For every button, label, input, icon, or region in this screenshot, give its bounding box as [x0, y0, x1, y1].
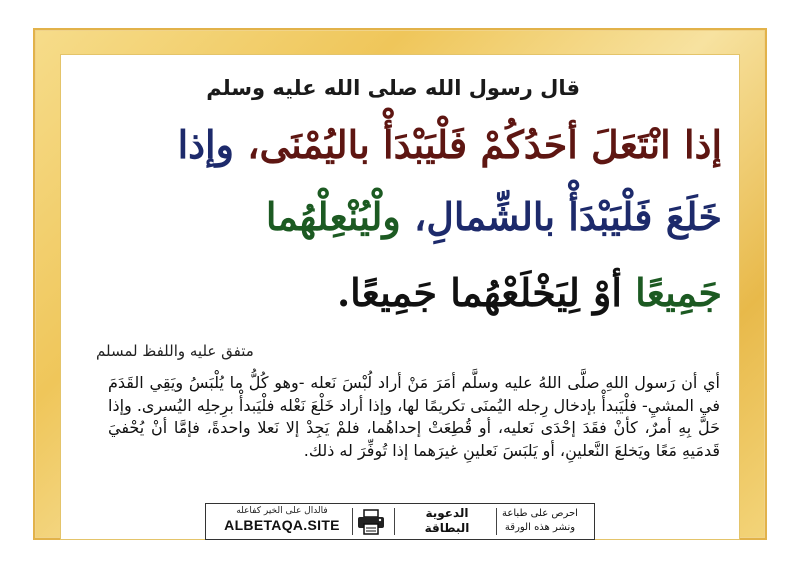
hadith-line-1-blue-text: وإذا — [177, 122, 234, 167]
footer-note: فالدال على الخير كفاعله — [236, 506, 328, 516]
footer-print-line-1: احرص على طباعة — [502, 508, 578, 519]
footer-print-call — [492, 507, 588, 535]
footer-print-line-2: ونشر هذه الورقة — [504, 522, 576, 533]
hadith-source: متفق عليه واللفظ لمسلم — [96, 342, 254, 360]
hadith-line-3 — [78, 270, 722, 315]
hadith-line-2-blue-text: خَلَعَ فَلْيَبْدَأْ بالشِّمالِ، — [414, 194, 722, 239]
logo-text-top: الدعوية — [425, 506, 469, 520]
footer-divider — [394, 508, 395, 535]
hadith-line-2-green-text: ولْيُنْعِلْهُما — [265, 194, 401, 239]
hadith-line-3-black-text: أوْ لِيَخْلَعْهُما جَمِيعًا. — [336, 270, 622, 315]
albetaqa-logo — [402, 506, 492, 537]
hadith-line-1-red-text: إذا انْتَعَلَ أحَدُكُمْ فَلْيَبْدَأْ باليُمْنَى، — [247, 122, 722, 167]
hadith-explanation: أي أن رَسول اللهِ صلَّى اللهُ عليه وسلَّم أمَرَ مَنْ أراد لُبْسَ نَعله -وهو كُلُّ ما يُلْبَسُ ويَقِي القَدَمَ في المشيِ- فلْيَبدأْ بإدخال رِجله اليُمنَى تكريمًا لها، وإذا أراد خَلْعَ نَعْله فلْيَبدأْ برِجلِه اليُسرى. وإذا حَلَّ بِهِ أمرٌ، كأنْ فقَدَ إحْدَى نَعليه، أو قُطِعَتْ إحداهُما، فلمْ يَجِدْ إلا نَعلا واحدةً، فإمَّا أنْ يُحْفيَ قَدمَيهِ مَعًا ويَخلعَ النَّعلينِ، أو يَلبَسَ نَعلينِ غيرَهما إذا تُوفِّرَ له ذلك. — [108, 373, 720, 460]
footer-site-block — [212, 506, 352, 533]
hadith-line-1 — [78, 122, 722, 167]
footer-bar — [205, 503, 595, 540]
logo-text-bottom: البطاقة — [424, 521, 470, 535]
hadith-attribution-header: قال رسول الله صلى الله عليه وسلم — [206, 76, 580, 100]
printer-icon — [356, 509, 386, 535]
footer-divider — [352, 508, 353, 535]
hadith-line-2 — [78, 194, 722, 239]
hadith-line-3-green-text: جَمِيعًا — [635, 270, 722, 315]
footer-site-link[interactable]: ALBETAQA.SITE — [224, 517, 340, 533]
